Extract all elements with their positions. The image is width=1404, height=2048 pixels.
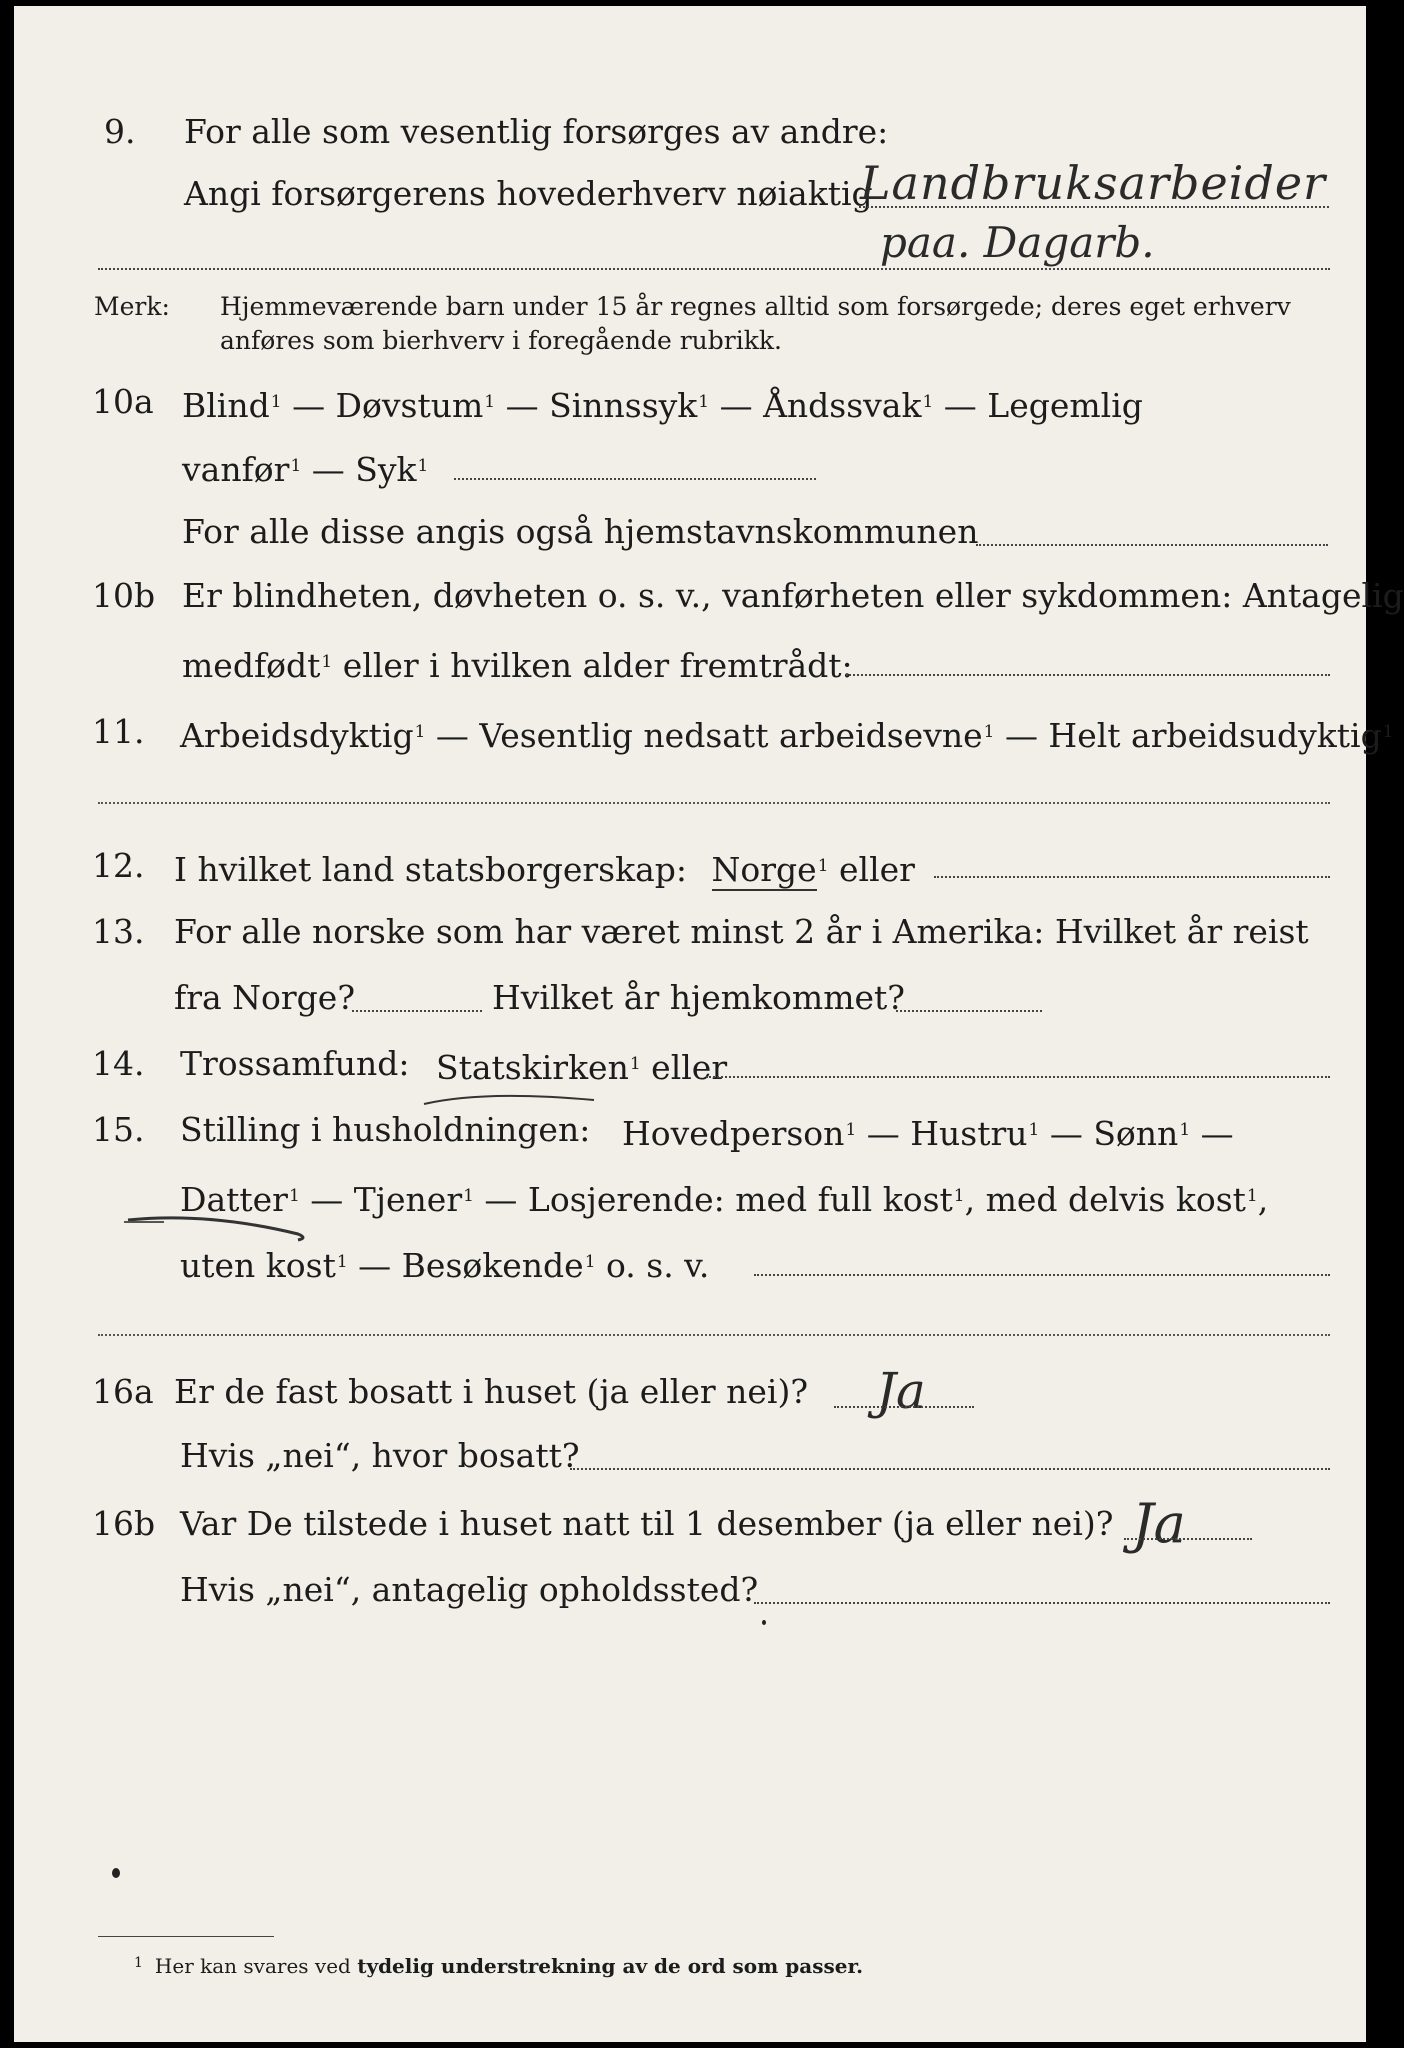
merk-label: Merk: — [94, 292, 170, 321]
option-statskirken[interactable]: Statskirken — [436, 1048, 629, 1087]
q13-reist-answer-line — [352, 1010, 482, 1012]
option-sonn[interactable]: — Sønn — [1039, 1114, 1179, 1153]
q12-text: I hvilket land statsborgerskap: — [174, 850, 688, 889]
option-losjerende-full-kost[interactable]: — Losjerende: med full kost — [473, 1180, 953, 1219]
option-uten-kost[interactable]: uten kost — [180, 1246, 336, 1285]
option-sinnssyk[interactable]: — Sinnssyk — [495, 386, 698, 425]
q16a-text-2: Hvis „nei“, hvor bosatt? — [180, 1436, 580, 1475]
q12-tail: eller — [828, 850, 915, 889]
q16a-number: 16a — [92, 1372, 154, 1411]
option-medfodt[interactable]: medfødt — [182, 646, 321, 685]
footnote-marker: 1 — [134, 1955, 143, 1971]
q13-text-1: For alle norske som har været minst 2 år i Amerika: Hvilket år reist — [174, 912, 1309, 951]
option-vanfor[interactable]: vanfør — [182, 450, 290, 489]
census-form-page: 9. For alle som vesentlig forsørges av andre: Angi forsørgerens hovederhverv nøiaktig Landbruksarbeider paa. Dagarb. Merk: Hjemmeværende barn under 15 år regnes alltid som forsørgede; deres eget erhverv anføres som bierhverv i foregående rubrikk. 10a Blind$^1$ — Døvstum$^1$ — Sinnssyk$^1$ — Åndssvak$^1$ — Legemlig vanfør$^1$ — Syk$^1$ For alle disse angis også hjemstavnskommunen 10b Er blindheten, døvheten o. s. v., vanførheten eller sykdommen: Antagelig medfødt$^1$ eller i hvilken alder fremtrådt: 11. Arbeidsdyktig$^1$ — Vesentlig nedsatt arbeidsevne$^1$ — Helt arbeidsudyktig$^1$ 12. I hvilket land statsborgerskap: Norge$^1$ eller 13. For alle norske som har været minst 2 år i Amerika: Hvilket år reist fra Norge? Hvilket år hjemkommet? 14. Trossamfund: Statskirken$^1$ eller 15. Stilling i husholdningen: Hovedperson$^1$ — Hustru$^1$ — Sønn$^1$ — Datter$^1$ — Tjener$^1$ — Losjerende: med full kost$^1$, med delvis kost$^1$, uten kost$^1$ — Besøkende$^1$ o. s. v. 16a Er de fast bosatt i huset (ja eller nei)? Ja Hvis „nei“, hvor bosatt? 16b Var De tilstede i huset natt til 1 desember (ja eller nei)? Ja Hvis „nei“, antagelig opholdssted? $^1$ Her kan svares ved tydelig understrekning av de ord som passer. — [14, 6, 1366, 2042]
q16a-handwritten-answer: Ja — [876, 1362, 926, 1420]
q14-label: Trossamfund: — [180, 1044, 410, 1083]
q9-handwritten-answer-1: Landbruksarbeider — [860, 156, 1327, 210]
q9-text-2: Angi forsørgerens hovederhverv nøiaktig — [184, 174, 873, 213]
ink-speck — [112, 1868, 120, 1878]
q11-number: 11. — [92, 712, 145, 751]
q9-answer-line-2 — [98, 268, 1330, 270]
q9-answer-line-1 — [859, 206, 1329, 208]
footnote-rule — [98, 1936, 274, 1937]
q13-text-2b: Hvilket år hjemkommet? — [492, 978, 905, 1017]
q10a-number: 10a — [92, 382, 154, 421]
option-andssvak[interactable]: — Åndssvak — [709, 386, 922, 425]
merk-text-2: anføres som bierhverv i foregående rubrikk. — [220, 326, 782, 355]
pen-arc-mark — [424, 1096, 594, 1104]
option-nedsatt-arbeidsevne[interactable]: — Vesentlig nedsatt arbeidsevne — [425, 716, 983, 755]
q15-number: 15. — [92, 1110, 145, 1149]
option-blind[interactable]: Blind — [182, 386, 270, 425]
footnote-text-bold: tydelig understrekning av de ord som passer. — [357, 1954, 864, 1978]
option-besokende[interactable]: — Besøkende — [347, 1246, 584, 1285]
q14-answer-line — [706, 1076, 1330, 1078]
q16a-answer-line — [834, 1406, 974, 1408]
q12-answer-line — [934, 876, 1330, 878]
q12-number: 12. — [92, 846, 145, 885]
footnote — [134, 1954, 863, 1978]
datter-pen-stroke — [128, 1218, 303, 1240]
q13-hjemkommet-answer-line — [896, 1010, 1042, 1012]
separator-2 — [98, 1334, 1330, 1336]
q10b-text-1: Er blindheten, døvheten o. s. v., vanførheten eller sykdommen: Antagelig — [182, 576, 1404, 615]
separator-1 — [98, 802, 1330, 804]
option-arbeidsudyktig[interactable]: — Helt arbeidsudyktig — [994, 716, 1382, 755]
option-tjener[interactable]: — Tjener — [299, 1180, 463, 1219]
option-hustru[interactable]: — Hustru — [856, 1114, 1028, 1153]
q16b-text-1: Var De tilstede i huset natt til 1 desember (ja eller nei)? — [180, 1504, 1114, 1543]
q16b-handwritten-answer: Ja — [1132, 1492, 1186, 1555]
q15-label: Stilling i husholdningen: — [180, 1110, 591, 1149]
q9-handwritten-answer-2: paa. Dagarb. — [880, 218, 1155, 267]
q13-text-2a: fra Norge? — [174, 978, 356, 1017]
option-syk[interactable]: — Syk — [301, 450, 417, 489]
option-arbeidsdyktig[interactable]: Arbeidsdyktig — [180, 716, 414, 755]
option-datter[interactable]: Datter — [180, 1180, 288, 1219]
q16b-text-2: Hvis „nei“, antagelig opholdssted? — [180, 1570, 759, 1609]
ink-speck-small — [762, 1620, 766, 1625]
q16a-text-1: Er de fast bosatt i huset (ja eller nei)? — [174, 1372, 809, 1411]
option-dovstum[interactable]: — Døvstum — [281, 386, 484, 425]
q16b-answer-line — [1124, 1538, 1252, 1540]
q10a-hjemstavn-answer-line — [976, 544, 1328, 546]
q10b-answer-line — [846, 674, 1330, 676]
q16a-bosatt-answer-line — [570, 1468, 1330, 1470]
q9-text-1: For alle som vesentlig forsørges av andre: — [184, 112, 889, 151]
q10b-text-2: eller i hvilken alder fremtrådt: — [332, 646, 853, 685]
option-legemlig[interactable]: — Legemlig — [933, 386, 1143, 425]
q16b-number: 16b — [92, 1504, 156, 1543]
q10b-number: 10b — [92, 576, 156, 615]
q13-number: 13. — [92, 912, 145, 951]
q14-tail: eller — [640, 1048, 728, 1087]
q10a-text-3: For alle disse angis også hjemstavnskommunen — [182, 512, 979, 551]
option-norge-underlined[interactable]: Norge — [711, 850, 817, 889]
q16b-opholdssted-answer-line — [754, 1602, 1330, 1604]
option-hovedperson[interactable]: Hovedperson — [622, 1114, 845, 1153]
q15-answer-line — [754, 1274, 1330, 1276]
merk-text-1: Hjemmeværende barn under 15 år regnes alltid som forsørgede; deres eget erhverv — [220, 292, 1291, 321]
option-delvis-kost[interactable]: , med delvis kost — [964, 1180, 1246, 1219]
q10a-syk-answer-line — [454, 478, 816, 480]
q9-number: 9. — [104, 112, 136, 151]
footnote-text-plain: Her kan svares ved — [154, 1954, 358, 1978]
q14-number: 14. — [92, 1044, 145, 1083]
